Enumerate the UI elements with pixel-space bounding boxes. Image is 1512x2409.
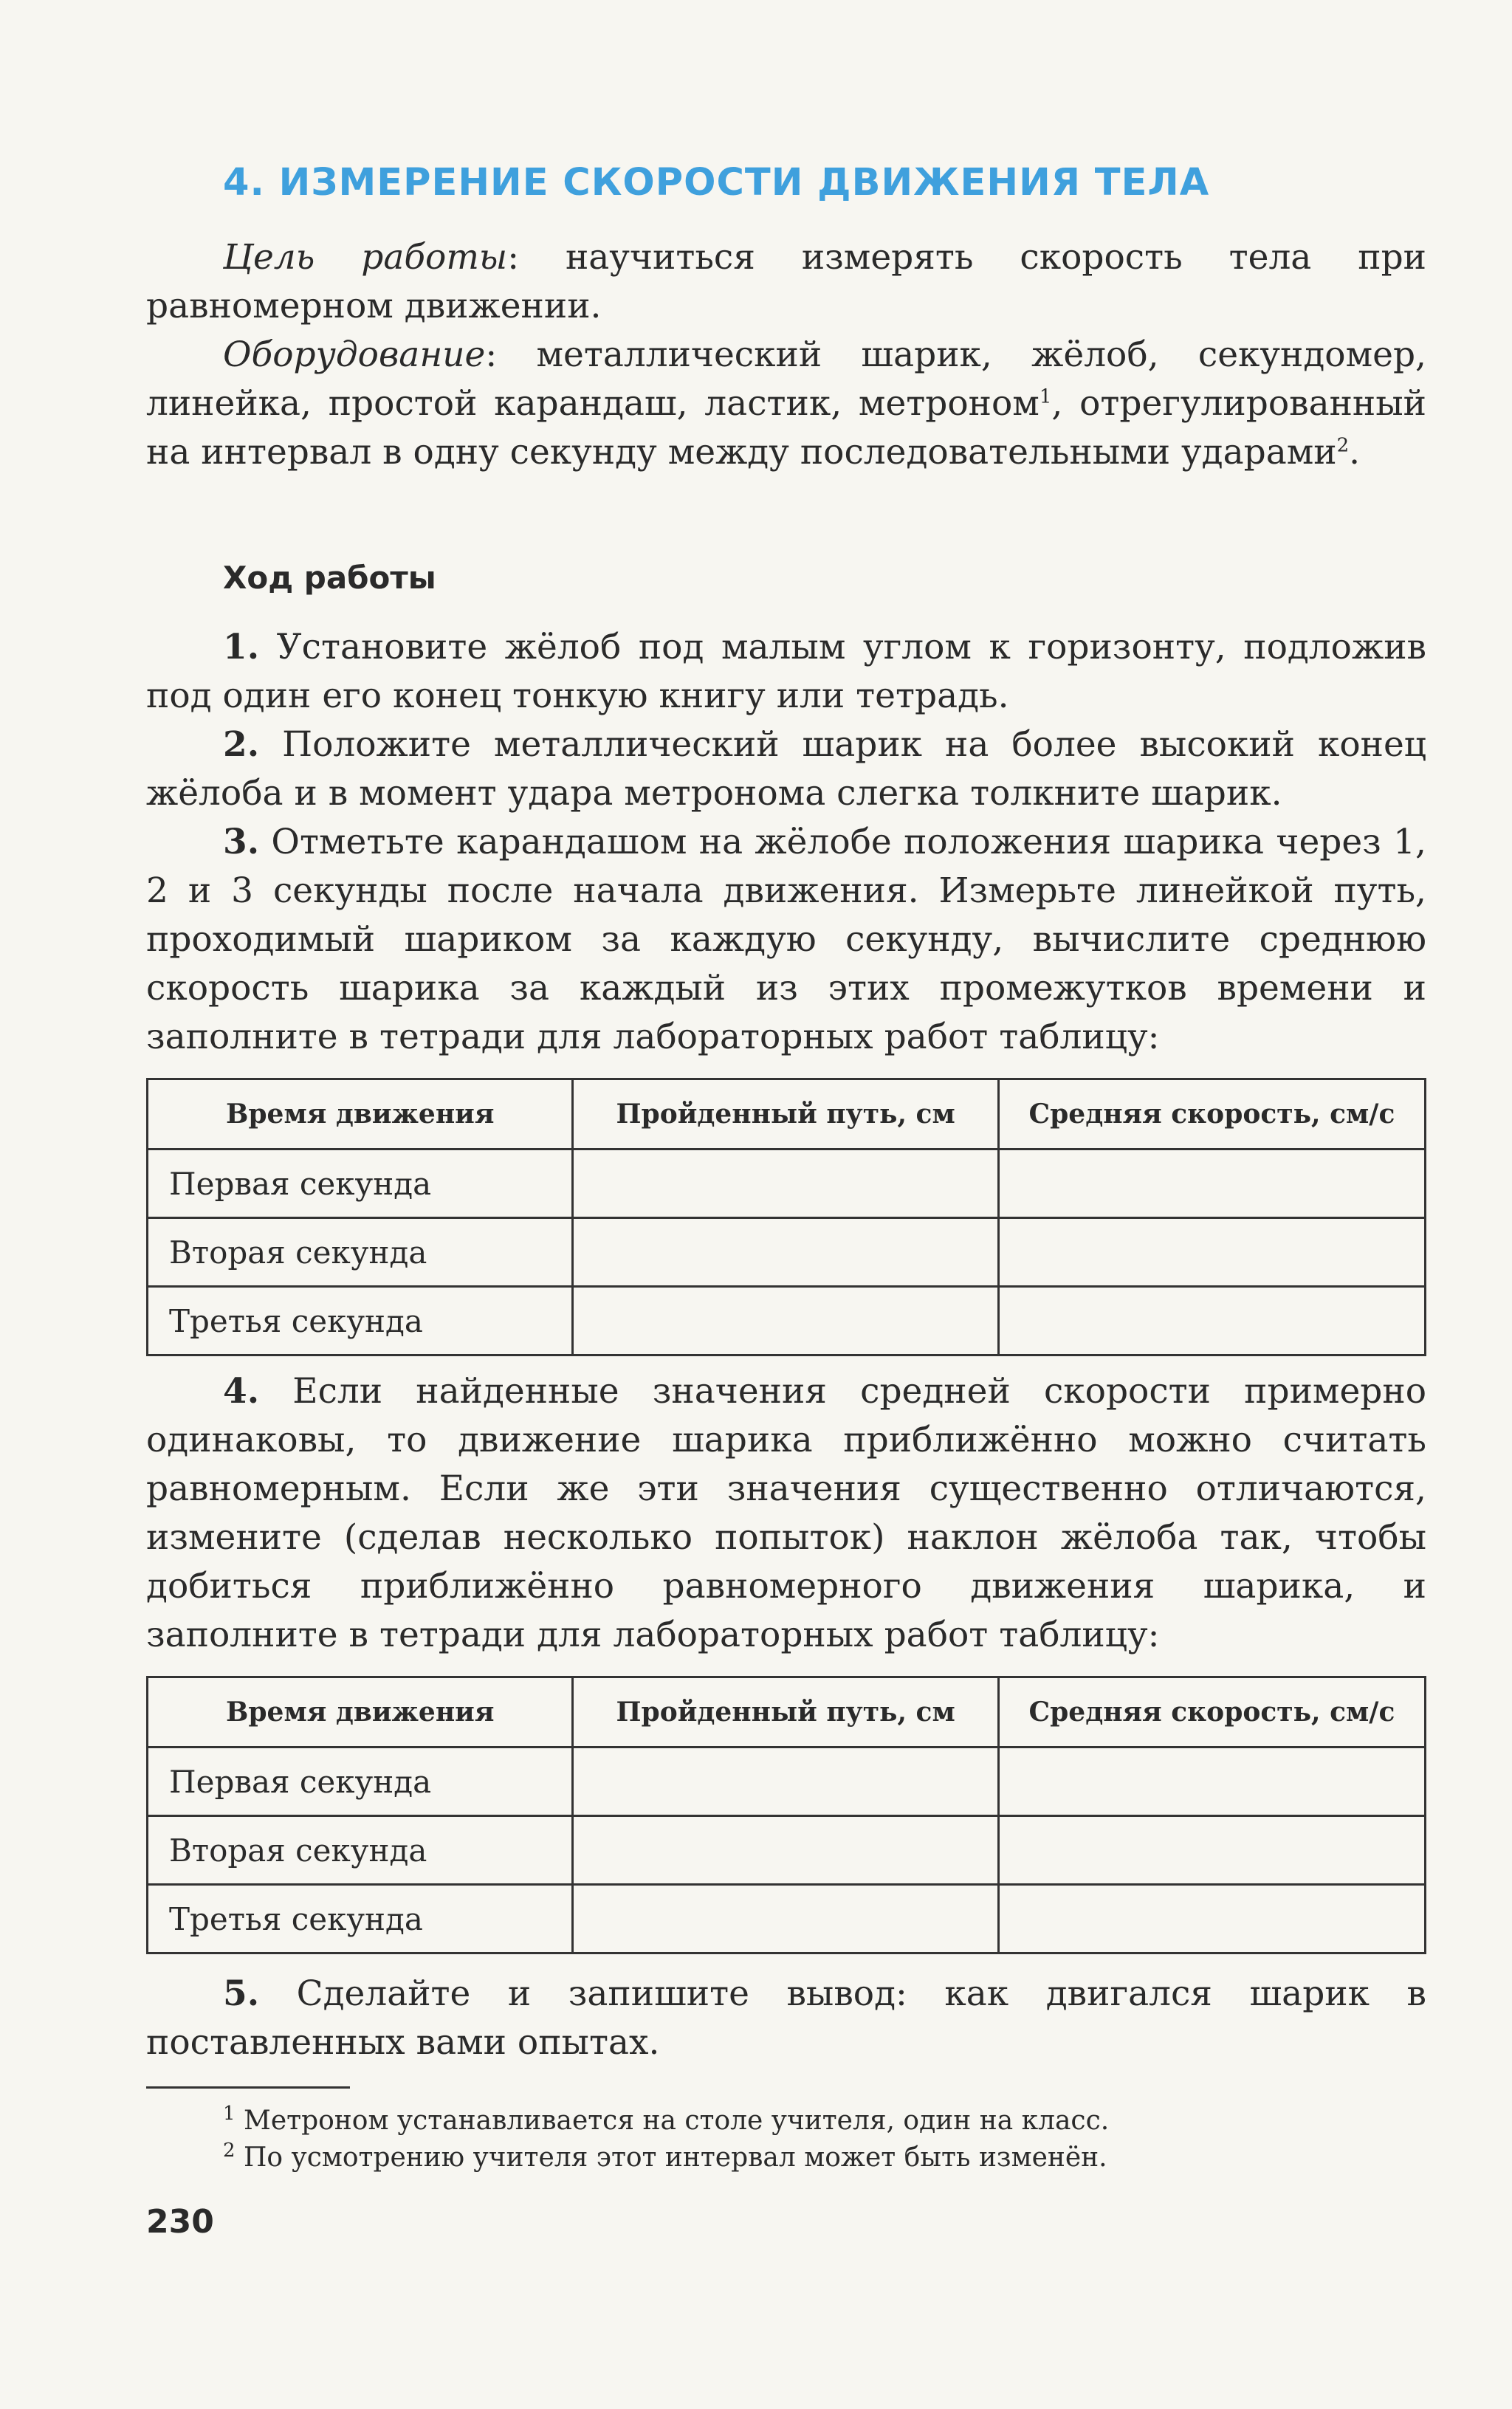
table-row [148, 1149, 1426, 1218]
step-4-block [146, 1367, 1426, 1660]
page-title: 4. ИЗМЕРЕНИЕ СКОРОСТИ ДВИЖЕНИЯ ТЕЛА [223, 161, 1210, 205]
header-distance: Пройденный путь, см [573, 1677, 998, 1748]
step-text: Положите металлический шарик на более высокий конец жёлоба и в момент удара метронома слегка толкните шарик. [146, 724, 1426, 814]
speed-cell[interactable] [998, 1218, 1425, 1287]
footnote-mark: 2 [223, 2140, 236, 2162]
header-speed: Средняя скорость, см/с [998, 1079, 1425, 1149]
page-number: 230 [146, 2203, 214, 2241]
header-distance: Пройденный путь, см [573, 1079, 998, 1149]
speed-cell[interactable] [998, 1748, 1425, 1816]
step-5 [146, 1970, 1426, 2067]
equipment-paragraph [146, 331, 1426, 477]
footnote-ref-1[interactable]: 1 [1039, 385, 1052, 408]
footnote-1 [223, 2103, 1404, 2140]
header-speed: Средняя скорость, см/с [998, 1677, 1425, 1748]
equipment-text-cont: , отрегулированный на интервал в одну секунду между последовательными ударами [146, 383, 1426, 472]
time-cell: Вторая секунда [148, 1218, 573, 1287]
time-cell: Третья секунда [148, 1885, 573, 1953]
step-1 [146, 623, 1426, 721]
footnote-2 [223, 2140, 1404, 2176]
distance-cell[interactable] [573, 1816, 998, 1885]
step-text: Установите жёлоб под малым углом к горизонту, подложив под один его конец тонкую книгу или тетрадь. [146, 627, 1426, 716]
distance-cell[interactable] [573, 1218, 998, 1287]
header-time: Время движения [148, 1079, 573, 1149]
footnote-ref-2[interactable]: 2 [1336, 434, 1350, 457]
procedure-heading: Ход работы [223, 560, 436, 596]
speed-cell[interactable] [998, 1816, 1425, 1885]
distance-cell[interactable] [573, 1885, 998, 1953]
table-row [148, 1748, 1426, 1816]
table-row [148, 1218, 1426, 1287]
step-2 [146, 721, 1426, 818]
time-cell: Первая секунда [148, 1149, 573, 1218]
equipment-text: : металлический шарик, жёлоб, секундомер, линейка, простой карандаш, ластик, метроном [146, 334, 1426, 424]
equipment-label: Оборудование [223, 334, 486, 375]
table-header-row [148, 1677, 1426, 1748]
footnote-text: Метроном устанавливается на столе учителя, один на класс. [244, 2106, 1110, 2136]
step-5-block [146, 1970, 1426, 2067]
distance-cell[interactable] [573, 1287, 998, 1355]
footnotes [223, 2103, 1404, 2176]
distance-cell[interactable] [573, 1748, 998, 1816]
footnote-mark: 1 [223, 2103, 236, 2125]
step-3 [146, 818, 1426, 1062]
goal-text: : научиться измерять скорость тела при равномерном движении. [146, 237, 1426, 326]
time-cell: Третья секунда [148, 1287, 573, 1355]
results-table-2 [146, 1676, 1426, 1954]
footnote-divider [146, 2086, 350, 2089]
step-number: 1. [223, 627, 260, 667]
header-time: Время движения [148, 1677, 573, 1748]
step-number: 4. [223, 1371, 260, 1412]
step-4 [146, 1367, 1426, 1660]
step-number: 3. [223, 822, 260, 862]
intro-block [146, 233, 1426, 477]
results-table-1 [146, 1078, 1426, 1356]
table-row [148, 1885, 1426, 1953]
footnote-text: По усмотрению учителя этот интервал может быть изменён. [244, 2142, 1107, 2173]
table-row [148, 1816, 1426, 1885]
steps-1-3 [146, 623, 1426, 1062]
speed-cell[interactable] [998, 1149, 1425, 1218]
step-number: 2. [223, 724, 260, 765]
step-text: Отметьте карандашом на жёлобе положения шарика через 1, 2 и 3 секунды после начала движения. Измерьте линейкой путь, проходимый шариком за каждую секунду, вычислите среднюю скорость шарика за каждый из этих промежутков времени и заполните в тетради для лабораторных работ таблицу: [146, 822, 1426, 1057]
speed-cell[interactable] [998, 1885, 1425, 1953]
step-text: Если найденные значения средней скорости примерно одинаковы, то движение шарика приближённо можно считать равномерным. Если же эти значения существенно отличаются, измените (сделав несколько попыток) наклон жёлоба так, чтобы добиться приближённо равномерного движения шарика, и заполните в тетради для лабораторных работ таблицу: [146, 1371, 1426, 1655]
textbook-page [146, 0, 1426, 2409]
goal-paragraph [146, 233, 1426, 331]
equipment-end: . [1349, 432, 1361, 472]
speed-cell[interactable] [998, 1287, 1425, 1355]
distance-cell[interactable] [573, 1149, 998, 1218]
time-cell: Первая секунда [148, 1748, 573, 1816]
step-text: Сделайте и запишите вывод: как двигался шарик в поставленных вами опытах. [146, 1973, 1426, 2063]
step-number: 5. [223, 1973, 260, 2014]
table-row [148, 1287, 1426, 1355]
time-cell: Вторая секунда [148, 1816, 573, 1885]
goal-label: Цель работы [223, 237, 508, 278]
table-header-row [148, 1079, 1426, 1149]
